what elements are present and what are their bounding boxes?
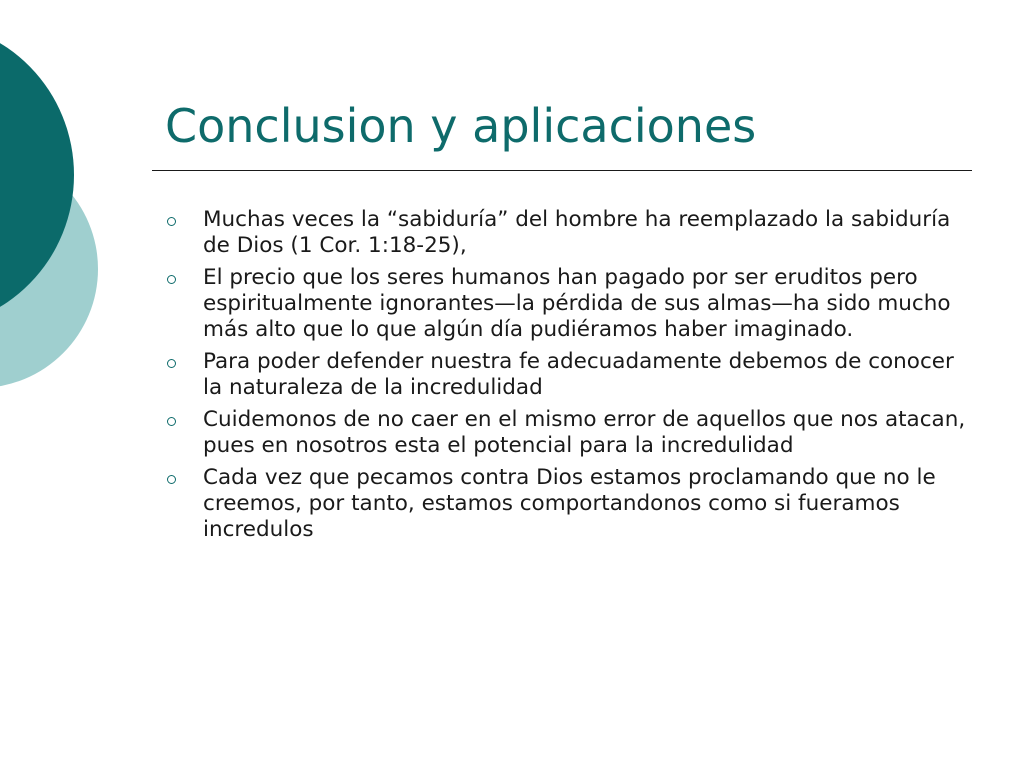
bullet-text: Para poder defender nuestra fe adecuadamente debemos de conocer la naturaleza de la incredulidad [203,349,954,400]
bullet-item [162,349,972,401]
hollow-circle-bullet-icon [167,417,176,426]
bullet-list [162,207,972,549]
hollow-circle-bullet-icon [167,217,176,226]
hollow-circle-bullet-icon [167,475,176,484]
bullet-text: Cuidemonos de no caer en el mismo error de aquellos que nos atacan, pues en nosotros esta el potencial para la incredulidad [203,407,966,458]
bullet-text: Cada vez que pecamos contra Dios estamos proclamando que no le creemos, por tanto, estamos comportandonos como si fueramos incredulos [203,465,936,542]
bullet-item [162,465,972,543]
bullet-item [162,207,972,259]
bullet-item [162,265,972,343]
title-divider [152,170,972,171]
bullet-item [162,407,972,459]
bullet-text: Muchas veces la “sabiduría” del hombre ha reemplazado la sabiduría de Dios (1 Cor. 1:18-25), [203,207,951,258]
slide-title: Conclusion y aplicaciones [165,99,757,153]
hollow-circle-bullet-icon [167,275,176,284]
bullet-text: El precio que los seres humanos han pagado por ser eruditos pero espiritualmente ignorantes—la pérdida de sus almas—ha sido mucho más alto que lo que algún día pudiéramos haber imaginado. [203,265,951,342]
hollow-circle-bullet-icon [167,359,176,368]
